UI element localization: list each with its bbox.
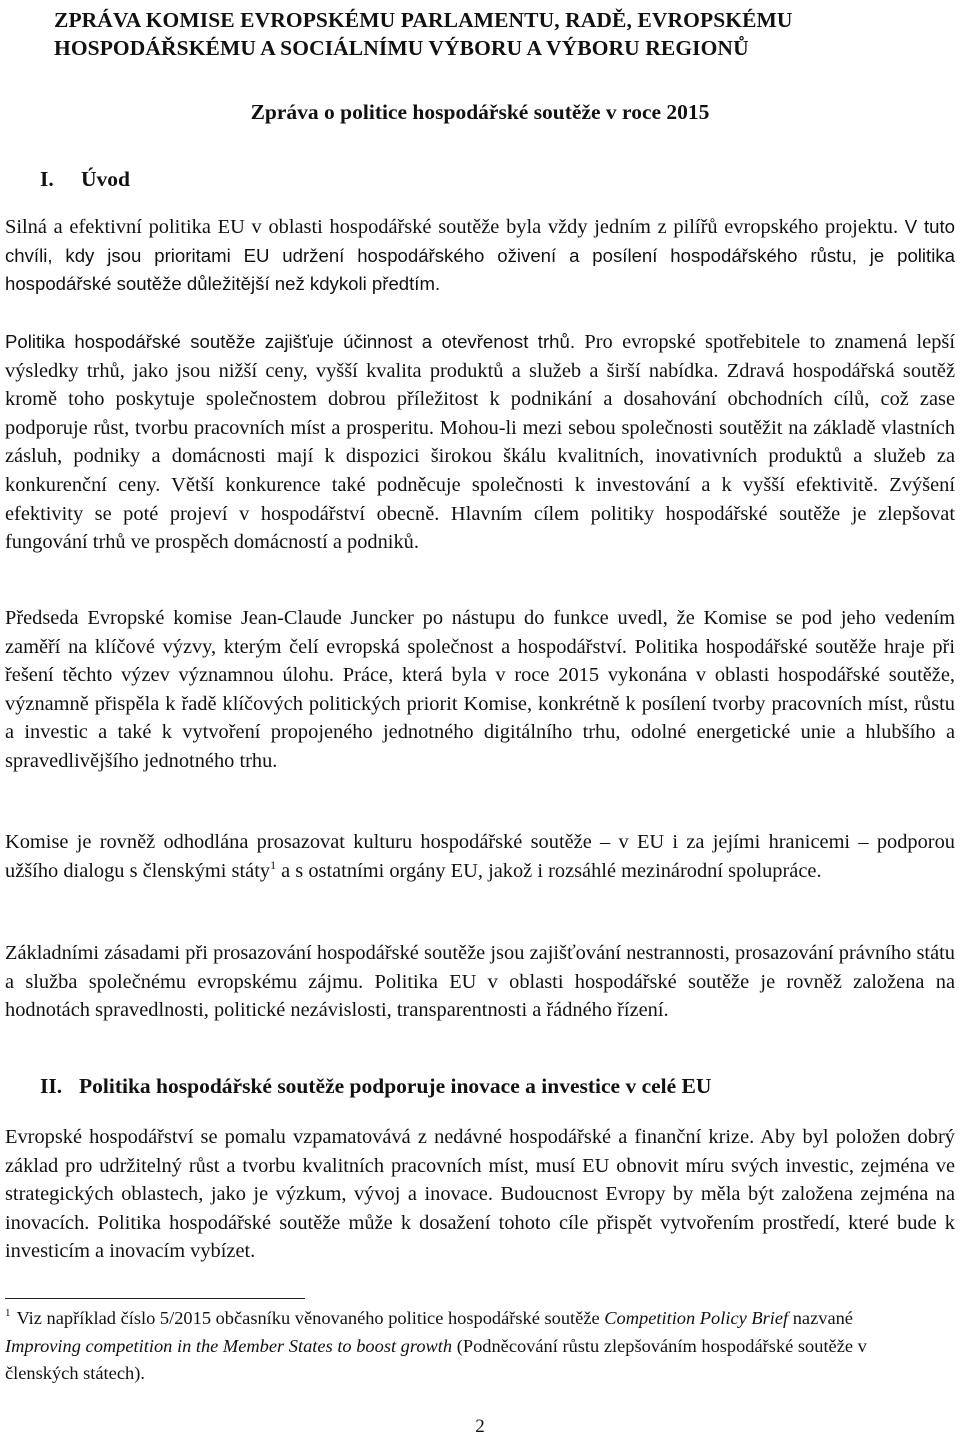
footnote-text-3: (Podněcování růstu zlepšováním hospodářské soutěže v členských státech). [5,1335,867,1383]
section-2-number: II. [40,1074,63,1098]
paragraph-4-part-a: Komise je rovněž odhodlána prosazovat kulturu hospodářské soutěže – v EU i za jejími hranicemi – podporou užšího dialogu s členskými státy [5,831,955,882]
section-2-heading [40,1072,711,1100]
footnote-separator [5,1298,305,1299]
paragraph-2-part-a: Politika hospodářské soutěže zajišťuje účinnost a otevřenost trhů. [5,331,585,352]
footnote-text-1: Viz například číslo 5/2015 občasníku věnovaného politice hospodářské soutěže [16,1308,605,1328]
footnote [5,1305,925,1388]
footnote-mark: 1 [5,1307,11,1319]
report-header-line-1: ZPRÁVA KOMISE EVROPSKÉMU PARLAMENTU, RADĚ, EVROPSKÉMU [54,8,793,32]
paragraph-6: Evropské hospodářství se pomalu vzpamatovává z nedávné hospodářské a finanční krize. Aby byl položen dobrý základ pro udržitelný růst a tvorbu kvalitních pracovních míst, musí EU obnovit míru svých investic, zejména ve strategických oblastech, jako je výzkum, vývoj a inovace. Budoucnost Evropy by měla být založena zejména na inovacích. Politika hospodářské soutěže může k dosažení tohoto cíle přispět vytvořením prostředí, které bude k investicím a inovacím vybízet. [5,1126,955,1263]
footnote-text-2: nazvané [788,1308,853,1328]
section-2-title: Politika hospodářské soutěže podporuje inovace a investice v celé EU [79,1074,712,1098]
paragraph-1-part-a: Silná a efektivní politika EU v oblasti hospodářské soutěže byla vždy jedním z pilířů evropského projektu. [5,216,905,238]
section-1-number: I. [40,167,54,191]
footnote-publication-title: Competition Policy Brief [604,1308,789,1328]
paragraph-2-part-b: Pro evropské spotřebitele to znamená lepší výsledky trhů, jako jsou nižší ceny, vyšší kvalita produktů a služeb a širší nabídka. Zdravá hospodářská soutěž kromě toho poskytuje společnostem dobrou příležitost k podnikání a dosahování obchodních cílů, což zase podporuje růst, tvorbu pracovních míst a prosperitu. Mohou-li mezi sebou společnosti soutěžit na základě vlastních zásluh, podniky a domácnosti mají k dispozici širokou škálu kvalitních, inovativních produktů a služeb za konkurenční ceny. Větší konkurence také podněcuje společnosti k investování a k vyšší efektivitě. Zvýšení efektivity se poté projeví v hospodářství obecně. Hlavním cílem politiky hospodářské soutěže je zlepšovat fungování trhů ve prospěch domácností a podniků. [5,331,956,554]
footnote-reference: 1 [270,857,277,872]
report-header-line-2: HOSPODÁŘSKÉMU A SOCIÁLNÍMU VÝBORU A VÝBORU REGIONŮ [54,36,749,60]
paragraph-1 [5,213,955,299]
footnote-issue-title: Improving competition in the Member States to boost growth [5,1335,453,1356]
paragraph-5: Základními zásadami při prosazování hospodářské soutěže jsou zajišťování nestrannosti, prosazování právního státu a služba společnému evropskému zájmu. Politika EU v oblasti hospodářské soutěže je rovněž založena na hodnotách spravedlnosti, politické nezávislosti, transparentnosti a řádného řízení. [5,942,955,1022]
paragraph-4 [5,828,955,885]
paragraph-1-part-b: V tuto chvíli, kdy jsou prioritami EU udržení hospodářského oživení a posílení hospodářského růstu, je politika hospodářské soutěže důležitější než kdykoli předtím. [5,216,955,295]
report-subtitle: Zpráva o politice hospodářské soutěže v roce 2015 [250,100,710,124]
paragraph-4-part-b: a s ostatními orgány EU, jakož i rozsáhlé mezinárodní spolupráce. [276,859,822,882]
page-number: 2 [475,1416,485,1437]
report-header [54,6,934,62]
paragraph-3: Předseda Evropské komise Jean-Claude Juncker po nástupu do funkce uvedl, že Komise se pod jeho vedením zaměří na klíčové výzvy, kterým čelí evropská společnost a hospodářství. Politika hospodářské soutěže hraje při řešení těchto výzev významnou úlohu. Práce, která byla v roce 2015 vykonána v oblasti hospodářské soutěže, významně přispěla k řadě klíčových politických priorit Komise, konkrétně k posílení tvorby pracovních míst, růstu a investic a také k vytvoření propojeného jednotného digitálního trhu, odolné energetické unie a hlubšího a spravedlivějšího jednotného trhu. [5,607,955,772]
section-1-title: Úvod [81,167,130,191]
paragraph-2 [5,328,955,557]
section-1-heading [40,165,130,193]
